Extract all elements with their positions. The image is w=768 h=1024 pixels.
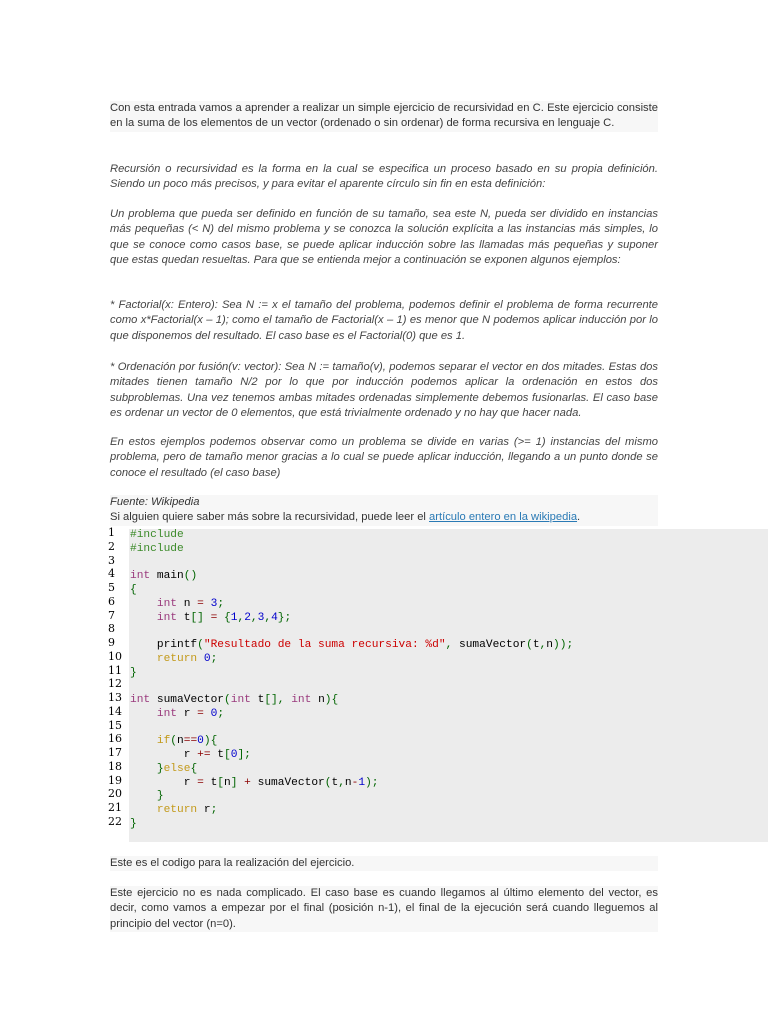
code-line: [130, 625, 768, 639]
code-token: #include: [130, 542, 184, 555]
line-number: 14: [108, 704, 122, 718]
line-number: 2: [108, 539, 115, 553]
code-token: 0: [197, 735, 204, 748]
more-info-prefix: Si alguien quiere saber más sobre la recursividad, puede leer el: [110, 511, 430, 524]
code-token: =: [210, 611, 218, 624]
code-token: (: [324, 776, 332, 789]
code-token: t: [203, 776, 218, 789]
code-token: ;: [210, 804, 218, 816]
code-token: 2: [244, 611, 251, 624]
line-number: 17: [108, 746, 122, 759]
code-token: (: [526, 639, 533, 651]
code-token: n: [177, 735, 184, 748]
code-token: [130, 735, 157, 747]
code-token: r: [177, 707, 198, 720]
code-line: [130, 570, 768, 584]
code-token: [130, 708, 157, 720]
code-token: 1: [358, 776, 366, 789]
code-line: [130, 598, 768, 612]
code-token: (): [183, 570, 198, 583]
code-token: (: [170, 735, 178, 748]
code-token: [: [217, 776, 225, 789]
code-block: [108, 526, 768, 842]
code-token: ,: [264, 611, 272, 624]
line-number-gutter: [108, 526, 128, 829]
code-token: sumaVector: [250, 776, 325, 789]
code-line: [130, 543, 768, 557]
code-line: [130, 529, 768, 543]
code-line: [130, 763, 768, 777]
code-token: ;: [217, 597, 225, 610]
code-token: r: [130, 776, 198, 789]
line-number: 12: [108, 677, 122, 691]
code-token: [130, 598, 157, 610]
code-token: r: [130, 749, 198, 761]
code-token: {: [190, 762, 198, 775]
line-number: 3: [108, 553, 115, 567]
code-token: ,: [338, 776, 345, 789]
line-number: 4: [108, 567, 115, 581]
code-token: +: [244, 776, 251, 789]
line-number: 1: [108, 526, 115, 539]
code-token: []: [190, 611, 204, 624]
code-token: ){: [324, 694, 339, 706]
code-line: [130, 653, 768, 667]
code-token: int: [230, 694, 251, 706]
code-token: sumaVector: [150, 694, 225, 706]
code-token: int: [156, 597, 178, 610]
code-token: n: [546, 639, 554, 651]
code-token: r: [197, 804, 211, 816]
intro-paragraph: Con esta entrada vamos a aprender a realizar un simple ejercicio de recursividad en C. Este ejercicio consiste en la suma de los elementos de un vector (ordenado o sin ordenar) de forma recursiva en lenguaje C.: [110, 101, 658, 132]
code-token: #include: [130, 529, 184, 541]
code-token: int: [156, 611, 178, 624]
source-block: [110, 495, 658, 526]
code-line: [130, 708, 768, 722]
code-token: t: [331, 776, 339, 789]
code-line: [130, 584, 768, 598]
code-token: }: [156, 790, 164, 803]
code-token: [197, 653, 204, 665]
line-number: 11: [108, 663, 122, 677]
code-token: ,: [250, 611, 258, 624]
code-token: ;: [210, 652, 218, 665]
recursion-explanation-paragraph: Un problema que pueda ser definido en función de su tamaño, sea este N, pueda ser dividido en instancias más pequeñas (< N) del mismo problema y se conozca la solución explícita a las instancias más simples, lo que se conoce como casos base, se puede aplicar inducción sobre las llamadas más pequeñas y suponer que estas quedan resueltas. Para que se entienda mejor a continuación se exponen algunos ejemplos:: [110, 208, 658, 267]
code-token: t: [250, 694, 265, 706]
code-token: "Resultado de la suma recursiva: %d": [203, 639, 446, 651]
code-line: [130, 680, 768, 694]
code-area[interactable]: [129, 529, 768, 842]
code-line: [130, 749, 768, 763]
code-line: [130, 777, 768, 791]
code-token: else: [163, 762, 191, 775]
code-line: [130, 790, 768, 804]
code-token: 3: [210, 597, 218, 610]
code-line: [130, 722, 768, 736]
code-token: {: [130, 584, 137, 596]
code-token: t: [210, 749, 225, 761]
more-info-line: [110, 510, 658, 525]
code-token: [],: [264, 694, 285, 706]
mergesort-example-paragraph: * Ordenación por fusión(v: vector): Sea N := tamaño(v), podemos separar el vector en dos mitades. Estas dos mitades tienen tamaño N/2 por lo que por inducción podemos aplicar la ordenación en estos dos subproblemas. Una vez tenemos ambas mitades ordenadas simplemente debemos fusionarlas. El caso base es ordenar un vector de 0 elementos, que está trivialmente ordenado y no hay que hacer nada.: [110, 361, 658, 420]
code-line: [130, 667, 768, 681]
wikipedia-article-link[interactable]: artículo entero en la wikipedia: [429, 511, 578, 524]
code-token: [204, 612, 211, 624]
code-line: [130, 694, 768, 708]
code-token: t: [177, 611, 191, 624]
code-token: t: [532, 639, 540, 651]
code-token: {: [224, 611, 231, 624]
code-token: ]: [230, 776, 238, 789]
code-token: printf: [130, 639, 198, 651]
code-token: ;: [217, 707, 225, 720]
code-token: ){: [203, 735, 218, 748]
line-number: 16: [108, 732, 122, 746]
code-token: ,: [237, 611, 245, 624]
code-token: =: [197, 707, 204, 720]
code-token: main: [150, 570, 184, 583]
line-number: 19: [108, 773, 122, 787]
code-token: [130, 653, 157, 665]
code-token: [130, 612, 157, 624]
code-token: 3: [257, 611, 265, 624]
factorial-example-paragraph: * Factorial(x: Entero): Sea N := x el tamaño del problema, podemos definir el problema de forma recurrente como x*Factorial(x – 1); como el tamaño de Factorial(x – 1) es menor que N podemos aplicar inducción por lo que disponemos del resultado. El caso base es el Factorial(0) que es 1.: [110, 299, 658, 342]
code-token: 0: [210, 707, 218, 720]
code-token: -: [351, 776, 359, 789]
line-number: 10: [108, 649, 122, 663]
code-token: =: [197, 597, 204, 610]
code-token: n: [224, 776, 231, 789]
code-token: (: [224, 694, 231, 706]
examples-summary-paragraph: En estos ejemplos podemos observar como un problema se divide en varias (>= 1) instancias del mismo problema, pero de tamaño menor gracias a lo cual se puede aplicar inducción, llegando a un punto donde se conoce el resultado (el caso base): [110, 436, 658, 479]
line-number: 18: [108, 759, 122, 773]
code-token: ,: [445, 639, 453, 651]
code-token: [204, 708, 211, 720]
line-number: 8: [108, 622, 115, 636]
code-token: [130, 804, 157, 816]
code-listing: [129, 529, 768, 832]
code-token: int: [130, 570, 151, 583]
code-explanation-paragraph: Este ejercicio no es nada complicado. El caso base es cuando llegamos al último elemento del vector, es decir, como vamos a empezar por el final (posición n-1), el final de la ejecución será cuando lleguemos al principio del vector (n=0).: [110, 886, 658, 932]
code-token: [130, 763, 157, 775]
code-token: sumaVector: [452, 639, 527, 651]
line-number: 22: [108, 814, 122, 828]
code-token: );: [365, 776, 379, 789]
code-token: }: [156, 762, 164, 775]
source-label: Fuente: Wikipedia: [110, 496, 200, 508]
code-token: ,: [539, 639, 547, 651]
code-token: return: [156, 652, 198, 665]
code-token: 0: [230, 749, 238, 761]
code-token: (: [197, 639, 204, 651]
code-token: if: [156, 735, 171, 748]
code-caption-paragraph: Este es el codigo para la realización del ejercicio.: [110, 856, 658, 871]
code-token: 4: [271, 611, 278, 624]
code-token: [130, 790, 157, 802]
code-token: }: [130, 666, 137, 679]
code-token: n: [177, 597, 198, 610]
code-token: int: [130, 694, 151, 706]
line-number: 21: [108, 801, 122, 814]
code-token: =: [197, 776, 204, 789]
code-line: [130, 818, 768, 832]
code-token: int: [156, 707, 178, 720]
code-token: 0: [203, 652, 211, 665]
code-line: [130, 612, 768, 626]
code-token: int: [291, 694, 312, 706]
code-line: [130, 735, 768, 749]
code-token: [204, 598, 211, 610]
line-number: 20: [108, 787, 122, 801]
code-token: +=: [197, 749, 211, 761]
code-line: [130, 557, 768, 571]
code-token: return: [156, 804, 198, 816]
code-token: n: [344, 776, 352, 789]
code-token: [: [224, 749, 231, 761]
line-number: 5: [108, 581, 115, 594]
line-number: 13: [108, 691, 122, 704]
line-number: 15: [108, 718, 122, 732]
code-token: }: [130, 817, 137, 830]
line-number: 9: [108, 636, 115, 649]
code-line: [130, 639, 768, 653]
more-info-suffix: .: [577, 511, 581, 524]
line-number: 7: [108, 608, 115, 622]
recursion-definition-paragraph: Recursión o recursividad es la forma en la cual se especifica un proceso basado en su propia definición. Siendo un poco más precisos, y para evitar el aparente círculo sin fin en esta definición:: [110, 163, 658, 191]
line-number: 6: [108, 594, 115, 608]
code-token: };: [277, 611, 292, 624]
code-token: ));: [553, 639, 574, 651]
code-token: n: [311, 694, 325, 706]
code-token: ];: [237, 749, 251, 761]
code-line: [130, 804, 768, 818]
code-token: 1: [230, 611, 238, 624]
code-token: ==: [183, 735, 198, 748]
